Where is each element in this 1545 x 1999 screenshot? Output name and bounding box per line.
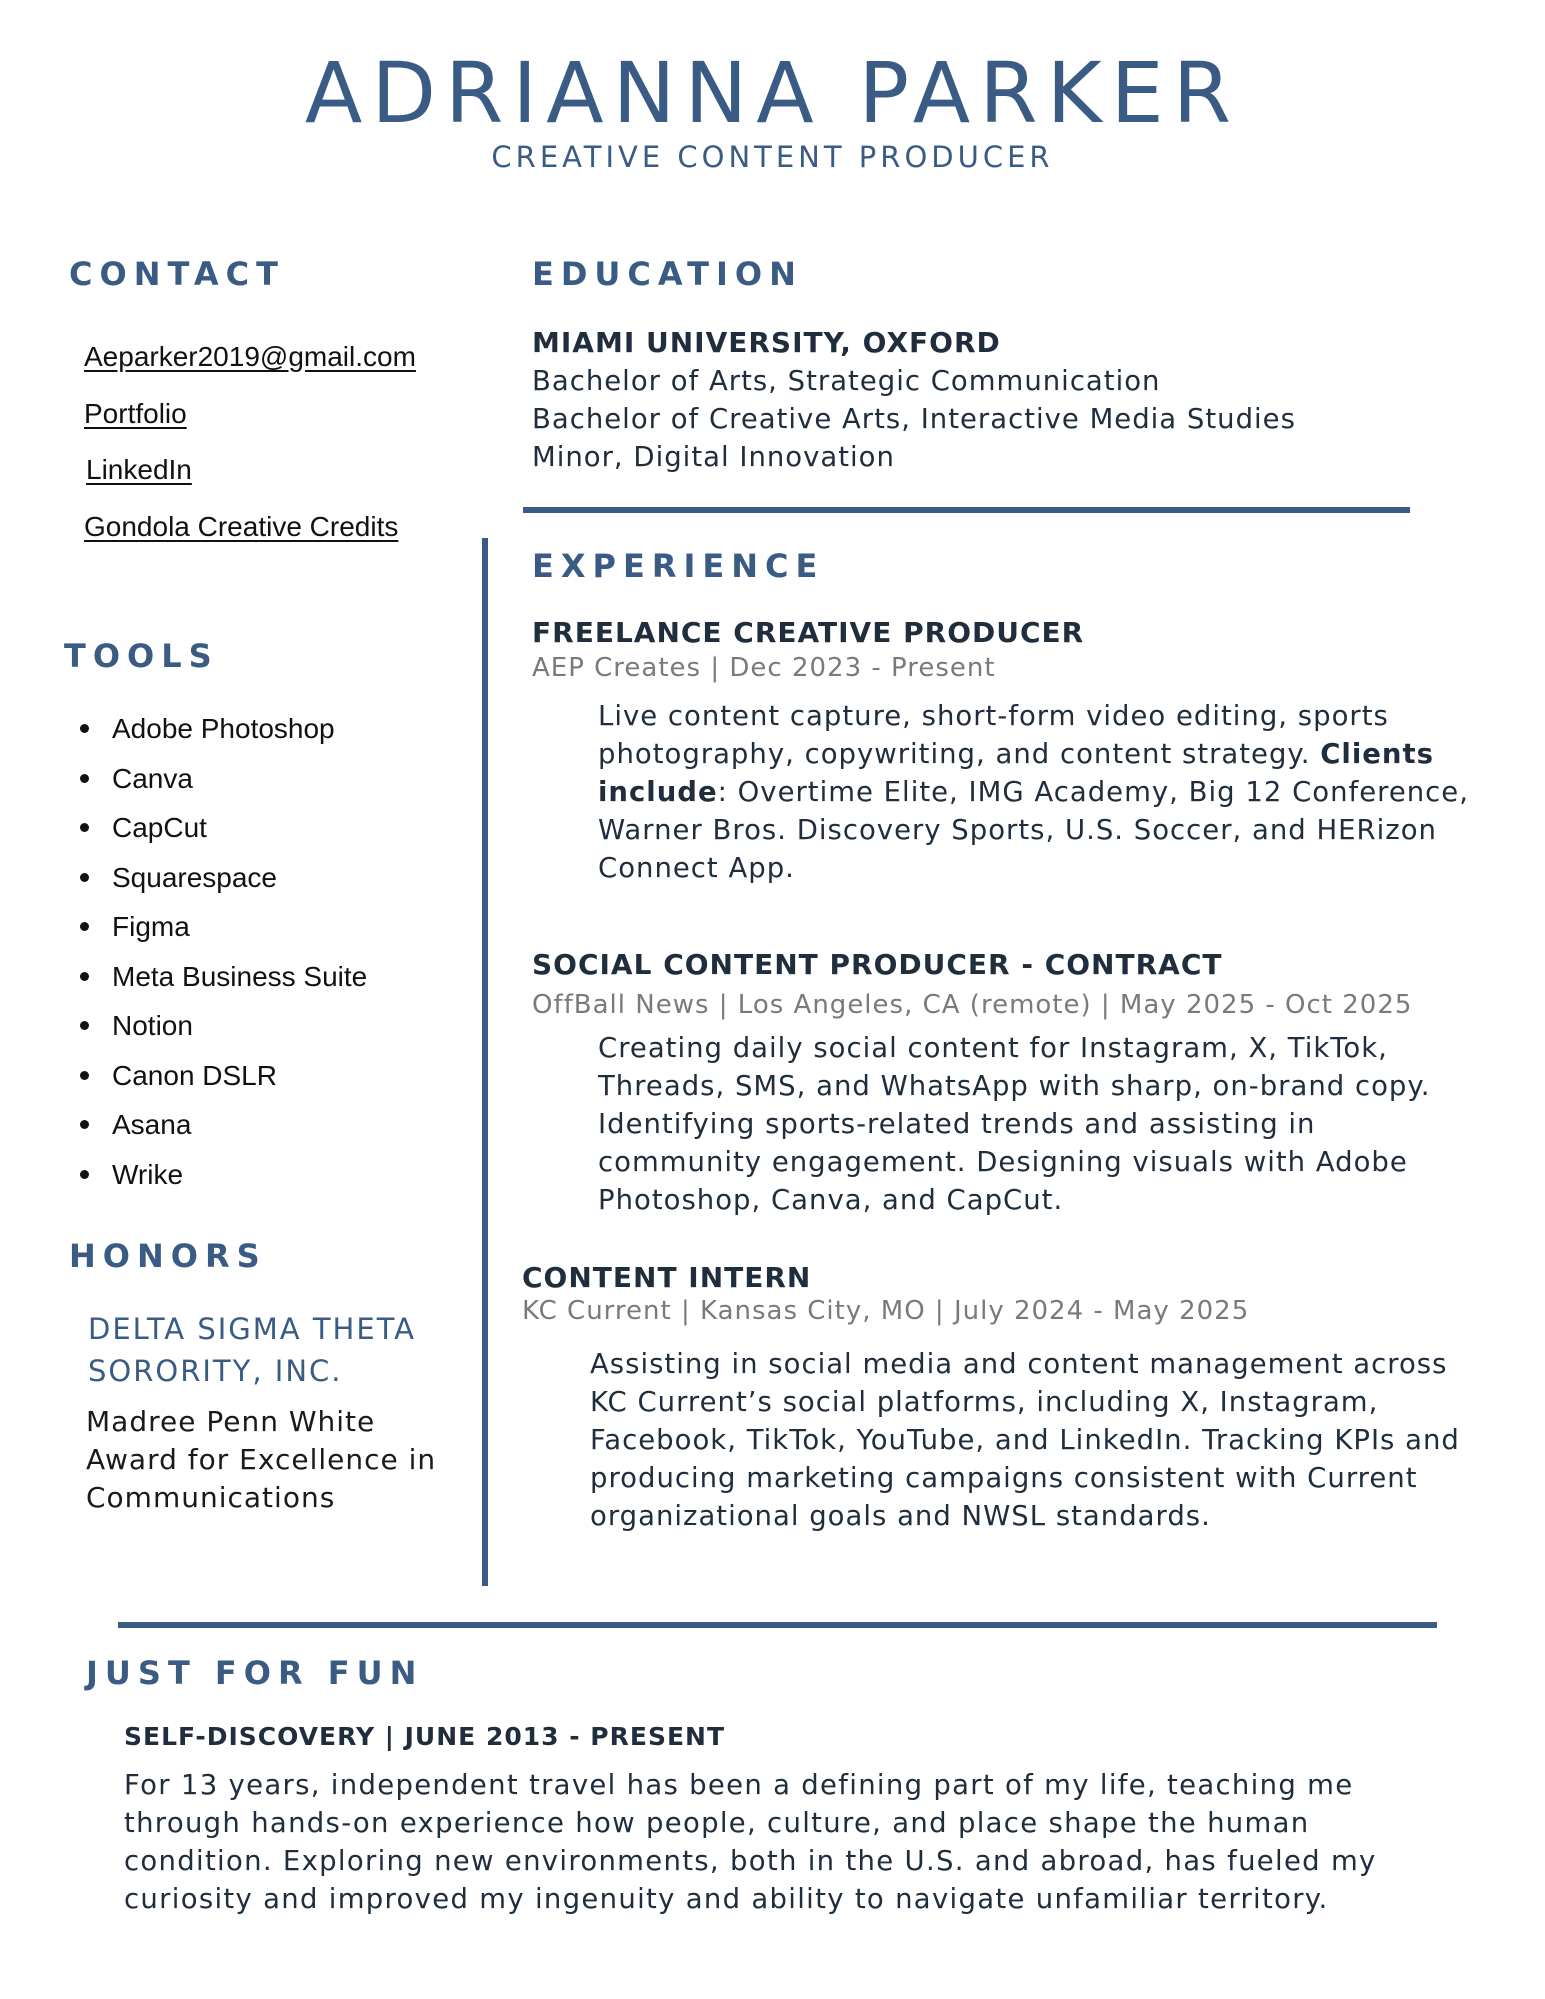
job-title: FREELANCE CREATIVE PRODUCER [532,616,1085,649]
degree-list [532,362,1296,476]
column-divider [482,538,488,1586]
honor-organization [88,1308,416,1392]
job-meta: AEP Creates | Dec 2023 - Present [532,653,996,683]
job-title: SOCIAL CONTENT PRODUCER - CONTRACT [532,948,1223,981]
job-description: Assisting in social media and content management across KC Current’s social platforms, including X, Instagram, Facebook, TikTok, YouTube, and LinkedIn. Tracking KPIs and producing marketing campaigns consistent with Current organizational goals and NWSL standards. [590,1348,1460,1532]
linkedin-link[interactable]: LinkedIn [86,454,192,485]
school-name: MIAMI UNIVERSITY, OXFORD [532,326,1001,359]
job-meta: OffBall News | Los Angeles, CA (remote) | May 2025 - Oct 2025 [532,990,1413,1020]
degree-item: Bachelor of Arts, Strategic Communication [532,365,1161,397]
honor-org-line: SORORITY, INC. [88,1354,343,1388]
fun-divider [118,1622,1437,1628]
tool-item: Adobe Photoshop [78,712,367,762]
tools-heading: TOOLS [64,637,219,675]
tool-item: Canon DSLR [78,1059,367,1109]
tools-list [78,712,367,1207]
email-link[interactable]: Aeparker2019@gmail.com [84,341,416,372]
honor-award [86,1403,436,1517]
job-description-bold: Clients include [598,738,1435,808]
education-divider [523,507,1410,513]
fun-heading: JUST FOR FUN [86,1654,424,1692]
candidate-name: ADRIANNA PARKER [304,44,1241,142]
job-meta: KC Current | Kansas City, MO | July 2024 - May 2025 [522,1296,1250,1326]
tool-item: Squarespace [78,861,367,911]
portfolio-link[interactable]: Portfolio [84,398,187,429]
job-title: CONTENT INTERN [522,1261,812,1294]
honors-heading: HONORS [69,1237,267,1275]
degree-item: Bachelor of Creative Arts, Interactive Media Studies [532,403,1296,435]
education-heading: EDUCATION [532,255,803,293]
honor-award-line: Award for Excellence in [86,1443,437,1476]
tool-item: Meta Business Suite [78,960,367,1010]
candidate-role: CREATIVE CONTENT PRODUCER [491,140,1054,174]
tool-item: Asana [78,1108,367,1158]
job-description: Creating daily social content for Instagram, X, TikTok, Threads, SMS, and WhatsApp with sharp, on-brand copy. Identifying sports-related trends and assisting in community engagement. Designing visuals with Adobe Photoshop, Canva, and CapCut. [598,1032,1431,1216]
tool-item: Canva [78,762,367,812]
honor-org-line: DELTA SIGMA THETA [88,1312,416,1346]
job-description-text: Live content capture, short-form video editing, sports photography, copywriting, and content strategy. [598,700,1389,770]
credits-link[interactable]: Gondola Creative Credits [84,511,399,542]
fun-description: For 13 years, independent travel has been a defining part of my life, teaching me through hands-on experience how people, culture, and place shape the human condition. Exploring new environments, both in the U.S. and abroad, has fueled my curiosity and improved my ingenuity and ability to navigate unfamiliar territory. [124,1769,1377,1915]
job-description [598,697,1478,887]
tool-item: Notion [78,1009,367,1059]
job-description-text: : Overtime Elite, IMG Academy, Big 12 Conference, Warner Bros. Discovery Sports, U.S. Soccer, and HERizon Connect App. [598,776,1469,884]
honor-award-line: Madree Penn White [86,1405,376,1438]
contact-heading: CONTACT [69,255,285,293]
fun-title: SELF-DISCOVERY | JUNE 2013 - PRESENT [124,1722,726,1751]
tool-item: Figma [78,910,367,960]
tool-item: Wrike [78,1158,367,1208]
experience-heading: EXPERIENCE [532,547,825,585]
tool-item: CapCut [78,811,367,861]
degree-item: Minor, Digital Innovation [532,441,895,473]
honor-award-line: Communications [86,1481,336,1514]
